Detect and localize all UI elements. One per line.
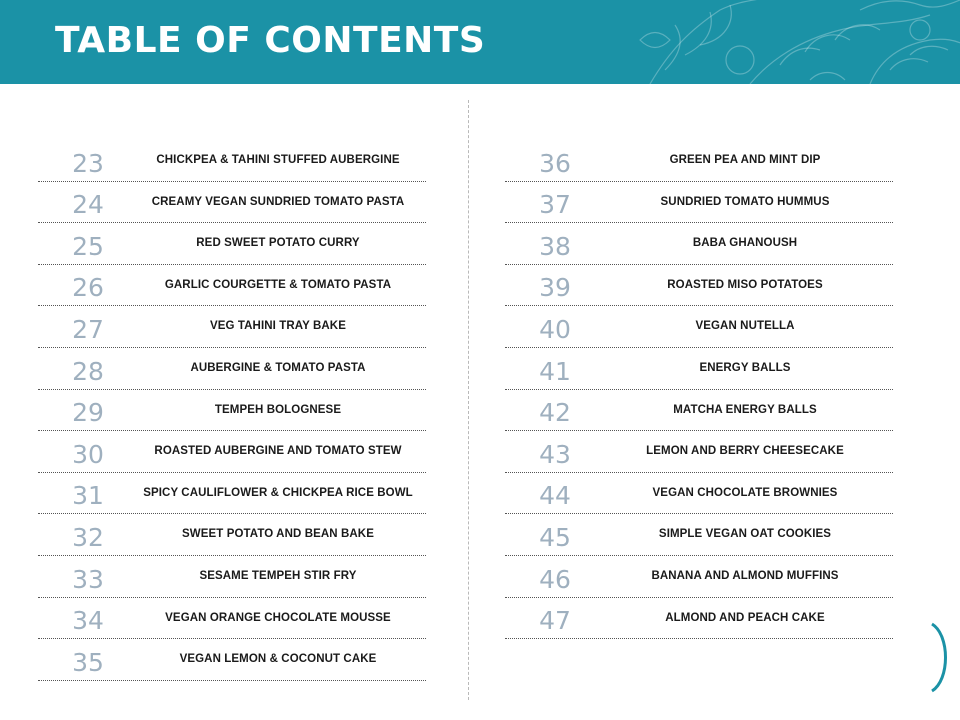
toc-entry[interactable] [505, 556, 893, 598]
toc-entry[interactable] [38, 306, 426, 348]
recipe-title: GREEN PEA AND MINT DIP [669, 154, 821, 166]
toc-entry[interactable] [505, 514, 893, 556]
page-title: TABLE OF CONTENTS [55, 20, 486, 61]
toc-entry[interactable] [38, 140, 426, 182]
recipe-title: VEGAN CHOCOLATE BROWNIES [652, 486, 838, 499]
recipe-title: VEGAN ORANGE CHOCOLATE MOUSSE [165, 611, 391, 624]
toc-entry[interactable] [505, 265, 893, 307]
toc-entry[interactable] [505, 473, 893, 515]
toc-entry[interactable] [505, 348, 893, 390]
toc-entry[interactable] [505, 390, 893, 432]
page-number: 31 [72, 481, 104, 511]
page-number: 30 [72, 439, 104, 469]
page-number: 46 [539, 564, 571, 594]
toc-left-column [38, 140, 426, 681]
page-number: 39 [539, 273, 571, 303]
recipe-title: SPICY CAULIFLOWER & CHICKPEA RICE BOWL [143, 486, 413, 499]
toc-entry[interactable] [38, 265, 426, 307]
recipe-title: MATCHA ENERGY BALLS [673, 403, 817, 416]
recipe-title: BABA GHANOUSH [692, 237, 798, 250]
header-banner [0, 0, 960, 84]
toc-entry[interactable] [38, 223, 426, 265]
page-number: 35 [72, 647, 104, 677]
toc-entry[interactable] [505, 598, 893, 640]
page-number: 41 [539, 356, 571, 386]
toc-entry[interactable] [505, 306, 893, 348]
recipe-title: VEGAN LEMON & COCONUT CAKE [179, 653, 377, 666]
toc-entry[interactable] [505, 223, 893, 265]
recipe-title: CREAMY VEGAN SUNDRIED TOMATO PASTA [151, 195, 405, 208]
recipe-title: SESAME TEMPEH STIR FRY [199, 569, 357, 582]
toc-entry[interactable] [38, 556, 426, 598]
toc-entry[interactable] [38, 390, 426, 432]
page-number: 37 [539, 190, 571, 220]
page-number: 43 [539, 439, 571, 469]
toc-entry[interactable] [505, 431, 893, 473]
page-number: 24 [72, 190, 104, 220]
recipe-title: VEGAN NUTELLA [695, 320, 795, 333]
toc-entry[interactable] [505, 182, 893, 224]
page-number: 45 [539, 522, 571, 552]
page-number: 38 [539, 231, 571, 261]
recipe-title: TEMPEH BOLOGNESE [214, 403, 342, 416]
recipe-title: CHICKPEA & TAHINI STUFFED AUBERGINE [156, 154, 400, 166]
toc-entry[interactable] [38, 431, 426, 473]
page-number: 47 [539, 606, 571, 636]
toc-entry[interactable] [38, 598, 426, 640]
page-number: 27 [72, 314, 104, 344]
recipe-title: AUBERGINE & TOMATO PASTA [190, 361, 366, 374]
page-number: 23 [72, 148, 104, 178]
recipe-title: RED SWEET POTATO CURRY [196, 237, 360, 250]
page-number: 26 [72, 273, 104, 303]
leaf-pattern-icon [630, 0, 960, 84]
recipe-title: VEG TAHINI TRAY BAKE [210, 320, 346, 333]
page-number: 42 [539, 398, 571, 428]
page-number: 40 [539, 314, 571, 344]
recipe-title: ROASTED AUBERGINE AND TOMATO STEW [154, 445, 402, 458]
page-number: 28 [72, 356, 104, 386]
page-number: 44 [539, 481, 571, 511]
column-divider [468, 100, 469, 700]
recipe-title: ROASTED MISO POTATOES [667, 278, 823, 291]
recipe-title: SUNDRIED TOMATO HUMMUS [660, 195, 830, 208]
recipe-title: GARLIC COURGETTE & TOMATO PASTA [164, 278, 392, 291]
recipe-title: ALMOND AND PEACH CAKE [665, 611, 825, 624]
toc-entry[interactable] [38, 514, 426, 556]
page-number: 29 [72, 398, 104, 428]
toc-entry[interactable] [38, 473, 426, 515]
toc-entry[interactable] [38, 348, 426, 390]
toc-entry[interactable] [38, 182, 426, 224]
page-number: 33 [72, 564, 104, 594]
toc-entry[interactable] [505, 140, 893, 182]
decorative-arc-icon [920, 620, 960, 695]
page-number: 34 [72, 606, 104, 636]
page-number: 32 [72, 522, 104, 552]
toc-entry[interactable] [38, 639, 426, 681]
page-number: 25 [72, 231, 104, 261]
page-number: 36 [539, 148, 571, 178]
recipe-title: LEMON AND BERRY CHEESECAKE [646, 445, 844, 458]
recipe-title: ENERGY BALLS [699, 361, 791, 374]
toc-right-column [505, 140, 893, 639]
recipe-title: SWEET POTATO AND BEAN BAKE [182, 528, 374, 541]
recipe-title: SIMPLE VEGAN OAT COOKIES [658, 528, 832, 541]
recipe-title: BANANA AND ALMOND MUFFINS [651, 569, 839, 582]
